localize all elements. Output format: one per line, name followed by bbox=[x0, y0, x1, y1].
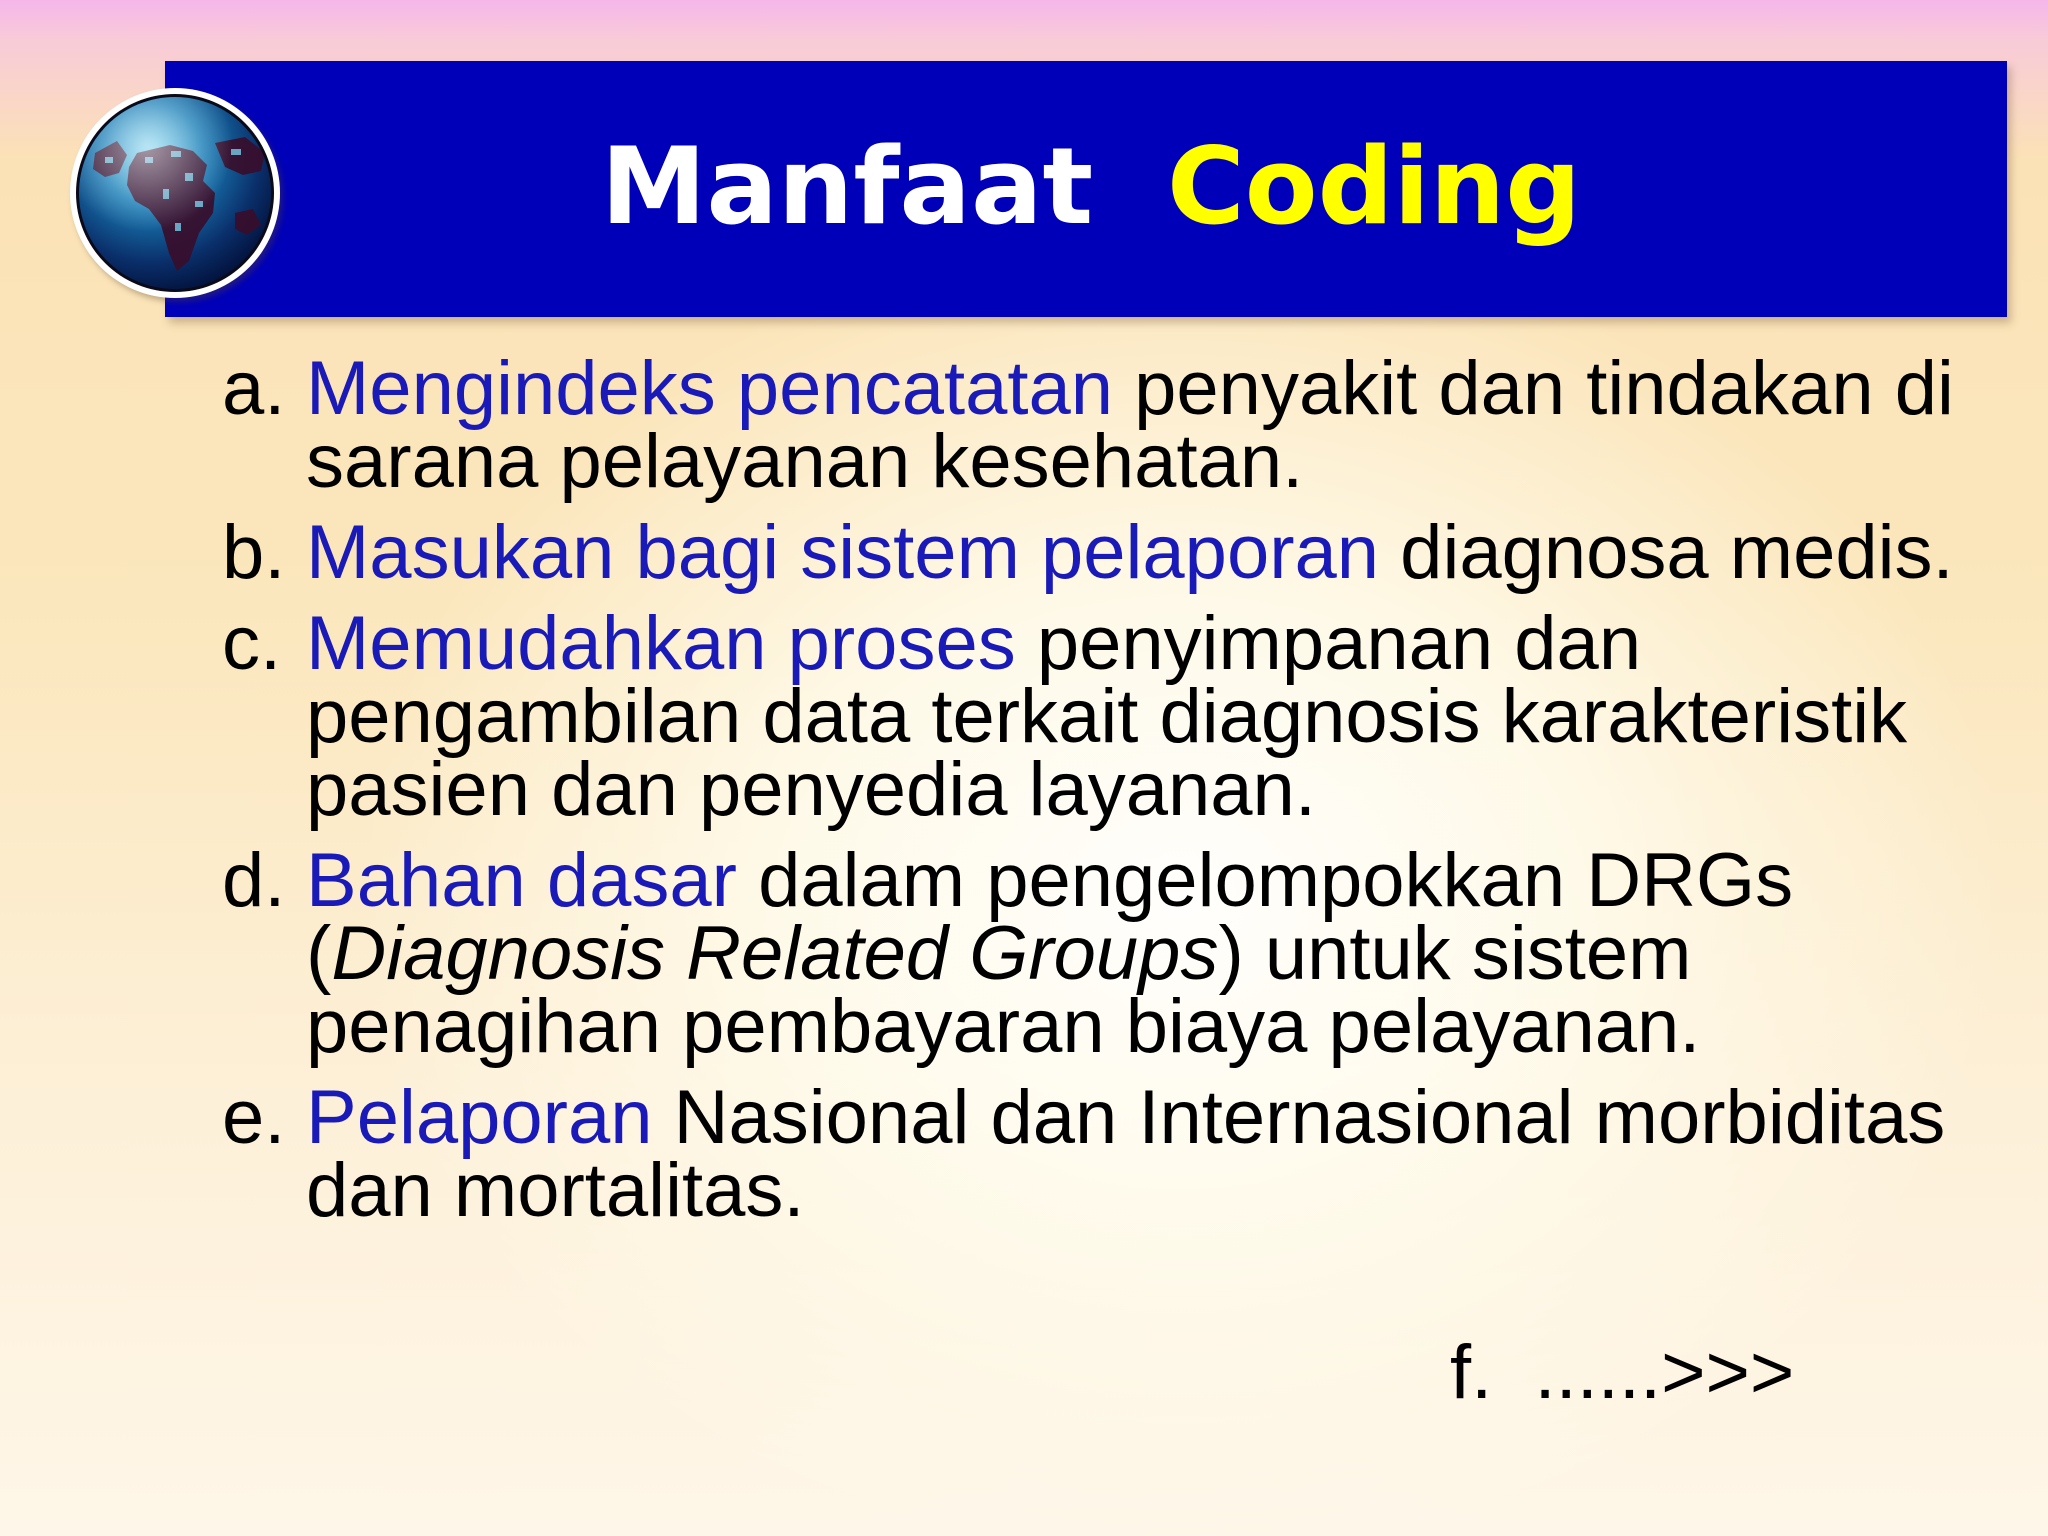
globe-graphic bbox=[75, 93, 275, 293]
list-item bbox=[222, 346, 2002, 504]
list-marker: d. bbox=[222, 838, 286, 923]
list-item-text: Nasional dan Internasional morbiditas dan mortalitas. bbox=[306, 1075, 1946, 1233]
list-marker: b. bbox=[222, 510, 286, 595]
list-item-highlight: Bahan dasar bbox=[306, 838, 737, 923]
list-item bbox=[222, 1075, 2002, 1233]
list-marker: e. bbox=[222, 1075, 286, 1160]
list-item-highlight: Mengindeks pencatatan bbox=[306, 346, 1114, 431]
list-item-text: penyimpanan dan pengambilan data terkait diagnosis karakteristik pasien dan penyedia layanan. bbox=[306, 601, 1908, 832]
list-item-highlight: Pelaporan bbox=[306, 1075, 653, 1160]
list-item-text: penyakit dan tindakan di sarana pelayanan kesehatan. bbox=[306, 346, 1954, 504]
list-item bbox=[222, 601, 2002, 832]
slide-title bbox=[601, 125, 1581, 248]
list-marker: c. bbox=[222, 601, 282, 686]
continuation-text: f. ......>>> bbox=[1450, 1330, 1795, 1415]
globe-icon bbox=[70, 88, 280, 298]
list-item-italic: Diagnosis Related Groups bbox=[331, 911, 1219, 996]
benefit-list bbox=[222, 346, 2002, 1245]
list-item-highlight: Masukan bagi sistem pelaporan bbox=[306, 510, 1380, 595]
title-word-coding: Coding bbox=[1166, 124, 1582, 248]
list-item-highlight: Memudahkan proses bbox=[306, 601, 1016, 686]
list-item-text-after: ) untuk sistem penagihan pembayaran biaya pelayanan. bbox=[306, 911, 1701, 1069]
title-word-manfaat: Manfaat bbox=[600, 124, 1094, 248]
title-bar bbox=[165, 61, 2007, 317]
list-item-text: diagnosa medis. bbox=[1379, 510, 1954, 595]
list-item-text: dalam pengelompokkan DRGs ( bbox=[306, 838, 1794, 996]
list-item bbox=[222, 838, 2002, 1069]
list-marker: a. bbox=[222, 346, 286, 431]
list-item bbox=[222, 510, 2002, 595]
